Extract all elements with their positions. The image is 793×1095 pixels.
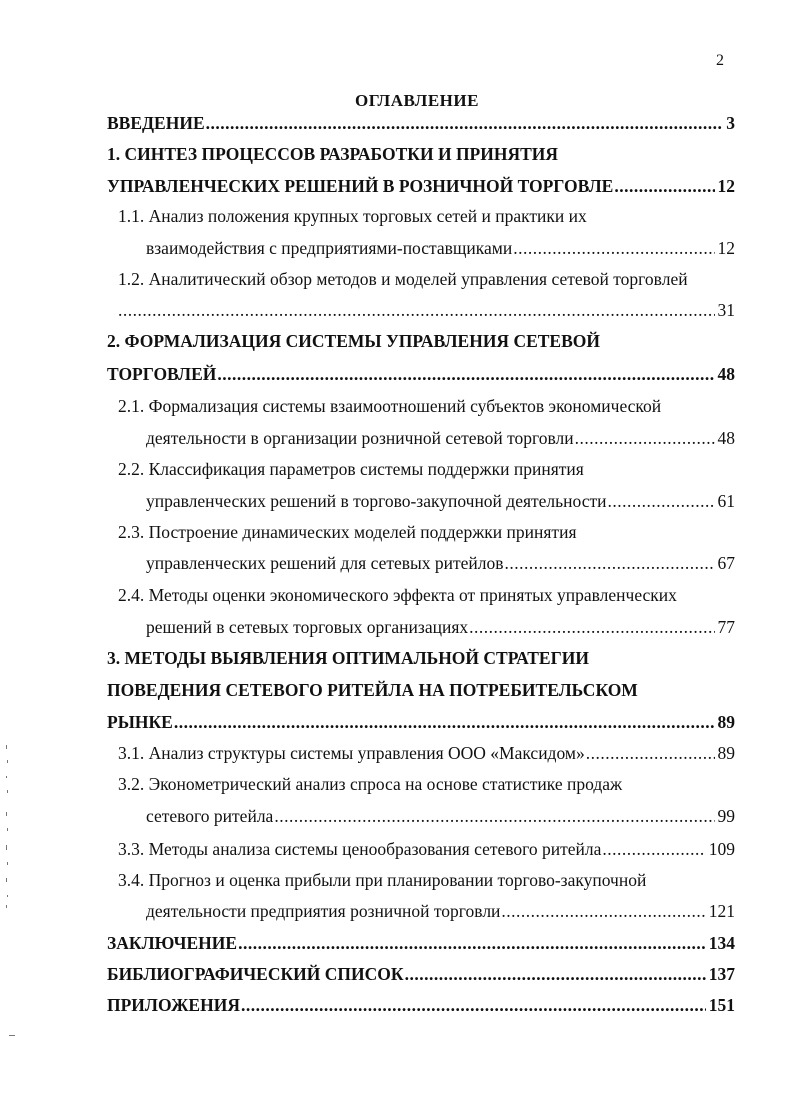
toc-entry-bibliography[interactable] — [107, 963, 735, 985]
entry-title: взаимодействия с предприятиями-поставщиками — [146, 238, 513, 258]
dot-leader — [602, 838, 705, 860]
toc-chapter-3[interactable] — [107, 711, 735, 733]
dot-leader — [217, 363, 714, 385]
toc-entry-introduction[interactable] — [107, 112, 735, 134]
toc-chapter-2-line1[interactable]: 2. ФОРМАЛИЗАЦИЯ СИСТЕМЫ УПРАВЛЕНИЯ СЕТЕВОЙ — [107, 331, 600, 351]
entry-title: УПРАВЛЕНЧЕСКИХ РЕШЕНИЙ В РОЗНИЧНОЙ ТОРГОВЛЕ — [107, 176, 614, 196]
dot-leader — [241, 994, 706, 1016]
toc-section-2-4-line1[interactable]: 2.4. Методы оценки экономического эффекта от принятых управленческих — [118, 585, 677, 605]
dot-leader — [174, 711, 715, 733]
toc-chapter-2[interactable] — [107, 363, 735, 385]
toc-section-3-4[interactable] — [146, 900, 735, 922]
entry-title: 3.1. Анализ структуры системы управления ООО «Максидом» — [118, 743, 585, 763]
toc-section-3-1[interactable] — [118, 742, 735, 764]
dot-leader — [586, 742, 715, 764]
dot-leader — [607, 490, 714, 512]
entry-title: 3.3. Методы анализа системы ценообразования сетевого ритейла — [118, 839, 602, 859]
toc-chapter-1[interactable] — [107, 175, 735, 197]
entry-page: 12 — [717, 238, 735, 258]
toc-section-3-2[interactable] — [146, 805, 735, 827]
dot-leader — [505, 552, 715, 574]
entry-page: 151 — [708, 995, 735, 1015]
entry-page: 89 — [717, 712, 735, 732]
page-number: 2 — [716, 52, 724, 69]
toc-chapter-3-line2[interactable]: ПОВЕДЕНИЯ СЕТЕВОГО РИТЕЙЛА НА ПОТРЕБИТЕЛЬСКОМ — [107, 680, 638, 700]
entry-title: решений в сетевых торговых организациях — [146, 617, 469, 637]
dot-leader — [405, 963, 706, 985]
entry-title: БИБЛИОГРАФИЧЕСКИЙ СПИСОК — [107, 964, 404, 984]
dot-leader — [238, 932, 706, 954]
entry-title: сетевого ритейла — [146, 806, 274, 826]
dot-leader — [513, 237, 714, 259]
toc-chapter-3-line1[interactable]: 3. МЕТОДЫ ВЫЯВЛЕНИЯ ОПТИМАЛЬНОЙ СТРАТЕГИИ — [107, 648, 589, 668]
toc-section-1-1[interactable] — [146, 237, 735, 259]
toc-entry-conclusion[interactable] — [107, 932, 735, 954]
toc-section-3-3[interactable] — [118, 838, 735, 860]
entry-page: 12 — [717, 176, 735, 196]
scan-specks-group — [6, 745, 15, 1036]
entry-page: 137 — [708, 964, 735, 984]
toc-section-1-2[interactable] — [118, 299, 735, 321]
toc-entry-appendices[interactable] — [107, 994, 735, 1016]
toc-section-3-4-line1[interactable]: 3.4. Прогноз и оценка прибыли при планировании торгово-закупочной — [118, 870, 647, 890]
toc-section-2-3[interactable] — [146, 552, 735, 574]
entry-page: 121 — [708, 901, 735, 921]
toc-chapter-1-line1[interactable]: 1. СИНТЕЗ ПРОЦЕССОВ РАЗРАБОТКИ И ПРИНЯТИЯ — [107, 144, 559, 164]
dot-leader — [118, 299, 715, 321]
dot-leader — [614, 175, 714, 197]
toc-section-2-2-line1[interactable]: 2.2. Классификация параметров системы поддержки принятия — [118, 459, 584, 479]
dot-leader — [274, 805, 714, 827]
entry-page: 109 — [708, 839, 735, 859]
toc-section-2-2[interactable] — [146, 490, 735, 512]
entry-title: ТОРГОВЛЕЙ — [107, 364, 217, 384]
entry-page: 134 — [708, 933, 735, 953]
entry-page: 48 — [717, 364, 735, 384]
entry-page: 99 — [717, 806, 735, 826]
toc-section-3-2-line1[interactable]: 3.2. Эконометрический анализ спроса на основе статистике продаж — [118, 774, 623, 794]
toc-section-1-2-line1[interactable]: 1.2. Аналитический обзор методов и моделей управления сетевой торговлей — [118, 269, 688, 289]
dot-leader — [575, 427, 715, 449]
toc-section-2-4[interactable] — [146, 616, 735, 638]
entry-title: деятельности предприятия розничной торговли — [146, 901, 501, 921]
toc-section-1-1-line1[interactable]: 1.1. Анализ положения крупных торговых сетей и практики их — [118, 206, 587, 226]
entry-page: 67 — [717, 553, 735, 573]
toc-title: ОГЛАВЛЕНИЕ — [355, 91, 479, 110]
entry-title: РЫНКЕ — [107, 712, 173, 732]
dot-leader — [206, 112, 724, 134]
dot-leader — [469, 616, 714, 638]
entry-title: управленческих решений для сетевых ритейлов — [146, 553, 504, 573]
toc-section-2-1[interactable] — [146, 427, 735, 449]
entry-title: деятельности в организации розничной сетевой торговли — [146, 428, 574, 448]
entry-title: ВВЕДЕНИЕ — [107, 113, 205, 133]
entry-page: 48 — [717, 428, 735, 448]
entry-title: ПРИЛОЖЕНИЯ — [107, 995, 240, 1015]
dot-leader — [501, 900, 705, 922]
toc-section-2-3-line1[interactable]: 2.3. Построение динамических моделей поддержки принятия — [118, 522, 577, 542]
entry-page: 61 — [717, 491, 735, 511]
toc-section-2-1-line1[interactable]: 2.1. Формализация системы взаимоотношений субъектов экономической — [118, 396, 662, 416]
entry-title: управленческих решений в торгово-закупочной деятельности — [146, 491, 607, 511]
entry-page: 31 — [717, 300, 735, 320]
entry-title: ЗАКЛЮЧЕНИЕ — [107, 933, 238, 953]
scan-artifacts — [0, 0, 40, 1095]
entry-page: 77 — [717, 617, 735, 637]
entry-page: 89 — [717, 743, 735, 763]
entry-page: 3 — [726, 113, 735, 133]
